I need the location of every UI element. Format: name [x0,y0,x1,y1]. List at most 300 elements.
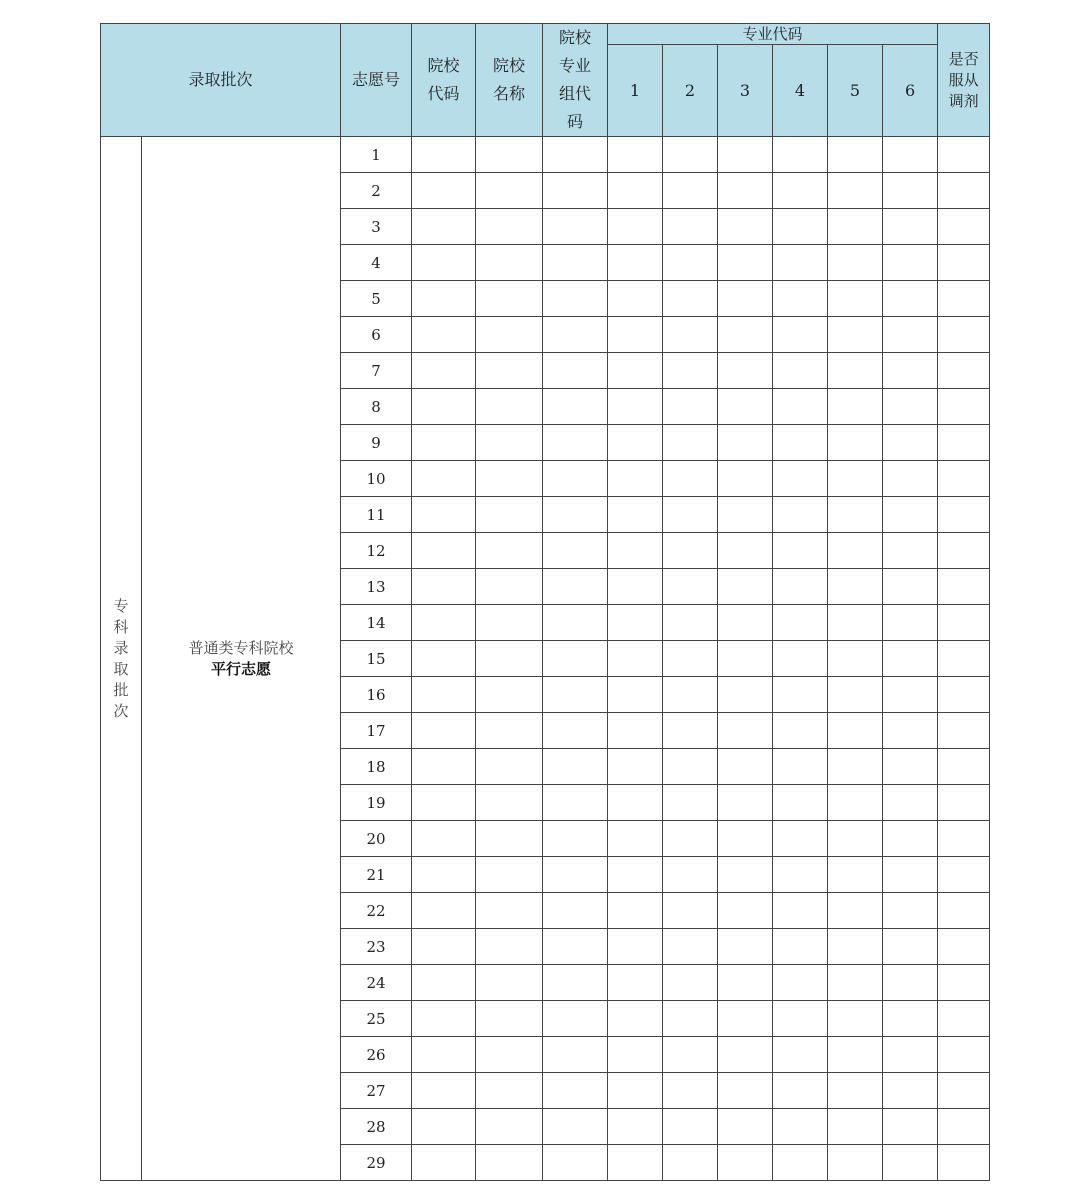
major-code-cell[interactable] [883,389,938,425]
school-name-cell[interactable] [476,533,543,569]
adjust-cell[interactable] [938,1001,990,1037]
major-code-cell[interactable] [663,497,718,533]
school-name-cell[interactable] [476,497,543,533]
major-code-cell[interactable] [828,209,883,245]
major-code-cell[interactable] [663,785,718,821]
major-code-cell[interactable] [828,677,883,713]
school-name-cell[interactable] [476,317,543,353]
adjust-cell[interactable] [938,209,990,245]
major-code-cell[interactable] [663,749,718,785]
school-name-cell[interactable] [476,893,543,929]
school-code-cell[interactable] [412,533,476,569]
major-code-cell[interactable] [663,281,718,317]
major-code-cell[interactable] [773,893,828,929]
major-code-cell[interactable] [828,893,883,929]
school-name-cell[interactable] [476,425,543,461]
adjust-cell[interactable] [938,353,990,389]
major-code-cell[interactable] [883,857,938,893]
major-code-cell[interactable] [718,677,773,713]
school-name-cell[interactable] [476,713,543,749]
major-code-cell[interactable] [883,929,938,965]
major-code-cell[interactable] [718,353,773,389]
major-code-cell[interactable] [608,353,663,389]
major-code-cell[interactable] [773,245,828,281]
adjust-cell[interactable] [938,425,990,461]
major-code-cell[interactable] [663,569,718,605]
major-code-cell[interactable] [718,497,773,533]
major-code-cell[interactable] [718,389,773,425]
major-code-cell[interactable] [773,353,828,389]
major-code-cell[interactable] [608,749,663,785]
major-code-cell[interactable] [773,749,828,785]
major-code-cell[interactable] [883,1037,938,1073]
major-code-cell[interactable] [773,569,828,605]
major-code-cell[interactable] [718,785,773,821]
adjust-cell[interactable] [938,245,990,281]
group-code-cell[interactable] [543,1001,608,1037]
group-code-cell[interactable] [543,425,608,461]
major-code-cell[interactable] [773,713,828,749]
group-code-cell[interactable] [543,281,608,317]
group-code-cell[interactable] [543,209,608,245]
major-code-cell[interactable] [883,1109,938,1145]
adjust-cell[interactable] [938,893,990,929]
major-code-cell[interactable] [828,1145,883,1181]
major-code-cell[interactable] [608,461,663,497]
major-code-cell[interactable] [828,137,883,173]
adjust-cell[interactable] [938,281,990,317]
major-code-cell[interactable] [828,857,883,893]
group-code-cell[interactable] [543,137,608,173]
major-code-cell[interactable] [608,965,663,1001]
major-code-cell[interactable] [883,965,938,1001]
major-code-cell[interactable] [883,497,938,533]
major-code-cell[interactable] [883,281,938,317]
major-code-cell[interactable] [773,1145,828,1181]
major-code-cell[interactable] [718,425,773,461]
major-code-cell[interactable] [718,641,773,677]
major-code-cell[interactable] [828,749,883,785]
group-code-cell[interactable] [543,929,608,965]
adjust-cell[interactable] [938,929,990,965]
school-code-cell[interactable] [412,353,476,389]
adjust-cell[interactable] [938,569,990,605]
major-code-cell[interactable] [663,245,718,281]
group-code-cell[interactable] [543,497,608,533]
major-code-cell[interactable] [718,173,773,209]
major-code-cell[interactable] [828,1037,883,1073]
group-code-cell[interactable] [543,569,608,605]
major-code-cell[interactable] [773,821,828,857]
major-code-cell[interactable] [883,605,938,641]
school-code-cell[interactable] [412,569,476,605]
school-name-cell[interactable] [476,1037,543,1073]
major-code-cell[interactable] [663,965,718,1001]
major-code-cell[interactable] [828,173,883,209]
major-code-cell[interactable] [828,1073,883,1109]
major-code-cell[interactable] [883,1145,938,1181]
major-code-cell[interactable] [663,533,718,569]
major-code-cell[interactable] [773,1001,828,1037]
major-code-cell[interactable] [773,317,828,353]
school-code-cell[interactable] [412,749,476,785]
major-code-cell[interactable] [663,389,718,425]
school-name-cell[interactable] [476,1145,543,1181]
major-code-cell[interactable] [663,425,718,461]
major-code-cell[interactable] [828,713,883,749]
group-code-cell[interactable] [543,821,608,857]
major-code-cell[interactable] [608,641,663,677]
school-name-cell[interactable] [476,461,543,497]
major-code-cell[interactable] [828,569,883,605]
group-code-cell[interactable] [543,893,608,929]
major-code-cell[interactable] [718,137,773,173]
major-code-cell[interactable] [773,1073,828,1109]
major-code-cell[interactable] [663,641,718,677]
school-code-cell[interactable] [412,821,476,857]
school-name-cell[interactable] [476,173,543,209]
major-code-cell[interactable] [663,605,718,641]
major-code-cell[interactable] [718,1109,773,1145]
major-code-cell[interactable] [883,785,938,821]
school-code-cell[interactable] [412,389,476,425]
adjust-cell[interactable] [938,1073,990,1109]
major-code-cell[interactable] [828,1109,883,1145]
major-code-cell[interactable] [883,173,938,209]
group-code-cell[interactable] [543,677,608,713]
school-name-cell[interactable] [476,677,543,713]
major-code-cell[interactable] [663,1073,718,1109]
school-code-cell[interactable] [412,1001,476,1037]
major-code-cell[interactable] [883,821,938,857]
major-code-cell[interactable] [663,821,718,857]
major-code-cell[interactable] [773,1037,828,1073]
table-row [101,137,990,173]
school-code-cell[interactable] [412,893,476,929]
major-code-cell[interactable] [718,461,773,497]
major-code-cell[interactable] [773,389,828,425]
group-code-cell[interactable] [543,641,608,677]
adjust-cell[interactable] [938,173,990,209]
major-code-cell[interactable] [773,605,828,641]
major-code-cell[interactable] [608,137,663,173]
school-code-cell[interactable] [412,317,476,353]
major-code-cell[interactable] [773,209,828,245]
major-code-cell[interactable] [718,749,773,785]
major-code-cell[interactable] [608,389,663,425]
choice-number: 17 [341,713,412,749]
major-code-cell[interactable] [663,1145,718,1181]
school-code-cell[interactable] [412,857,476,893]
major-code-cell[interactable] [883,209,938,245]
major-code-cell[interactable] [663,209,718,245]
major-code-cell[interactable] [718,1001,773,1037]
adjust-cell[interactable] [938,137,990,173]
group-code-cell[interactable] [543,785,608,821]
school-code-cell[interactable] [412,785,476,821]
major-code-cell[interactable] [718,245,773,281]
group-code-cell[interactable] [543,353,608,389]
choice-number: 3 [341,209,412,245]
school-code-cell[interactable] [412,1073,476,1109]
major-code-cell[interactable] [883,1001,938,1037]
adjust-cell[interactable] [938,497,990,533]
group-code-cell[interactable] [543,1145,608,1181]
major-code-cell[interactable] [608,281,663,317]
major-code-cell[interactable] [773,677,828,713]
school-name-cell[interactable] [476,353,543,389]
major-code-cell[interactable] [718,569,773,605]
group-code-cell[interactable] [543,857,608,893]
major-code-cell[interactable] [773,461,828,497]
major-code-cell[interactable] [828,389,883,425]
major-code-cell[interactable] [718,713,773,749]
major-code-cell[interactable] [773,137,828,173]
major-code-cell[interactable] [773,173,828,209]
major-code-cell[interactable] [773,497,828,533]
major-code-cell[interactable] [773,965,828,1001]
major-code-cell[interactable] [608,1001,663,1037]
adjust-cell[interactable] [938,749,990,785]
major-code-cell[interactable] [828,245,883,281]
major-code-cell[interactable] [773,785,828,821]
adjust-cell[interactable] [938,1037,990,1073]
group-code-cell[interactable] [543,461,608,497]
school-name-cell[interactable] [476,569,543,605]
header-major-slot: 6 [883,45,938,137]
major-code-cell[interactable] [828,785,883,821]
school-code-cell[interactable] [412,677,476,713]
major-code-cell[interactable] [773,857,828,893]
group-code-cell[interactable] [543,173,608,209]
group-code-cell[interactable] [543,317,608,353]
school-code-cell[interactable] [412,137,476,173]
school-name-cell[interactable] [476,749,543,785]
major-code-cell[interactable] [828,353,883,389]
major-code-cell[interactable] [828,641,883,677]
school-name-cell[interactable] [476,1109,543,1145]
school-code-cell[interactable] [412,173,476,209]
group-code-cell[interactable] [543,1073,608,1109]
major-code-cell[interactable] [608,1073,663,1109]
group-code-cell[interactable] [543,389,608,425]
major-code-cell[interactable] [663,1109,718,1145]
major-code-cell[interactable] [608,533,663,569]
major-code-cell[interactable] [718,965,773,1001]
major-code-cell[interactable] [718,605,773,641]
major-code-cell[interactable] [883,461,938,497]
major-code-cell[interactable] [828,533,883,569]
major-code-cell[interactable] [883,893,938,929]
adjust-cell[interactable] [938,461,990,497]
major-code-cell[interactable] [883,569,938,605]
major-code-cell[interactable] [828,1001,883,1037]
major-code-cell[interactable] [663,857,718,893]
school-name-cell[interactable] [476,209,543,245]
group-code-cell[interactable] [543,713,608,749]
adjust-cell[interactable] [938,641,990,677]
school-code-cell[interactable] [412,1145,476,1181]
major-code-cell[interactable] [608,857,663,893]
major-code-cell[interactable] [608,497,663,533]
major-code-cell[interactable] [608,245,663,281]
school-name-cell[interactable] [476,857,543,893]
group-code-cell[interactable] [543,1109,608,1145]
major-code-cell[interactable] [828,461,883,497]
major-code-cell[interactable] [883,245,938,281]
major-code-cell[interactable] [608,1109,663,1145]
major-code-cell[interactable] [773,281,828,317]
school-code-cell[interactable] [412,1109,476,1145]
adjust-cell[interactable] [938,389,990,425]
major-code-cell[interactable] [773,641,828,677]
school-code-cell[interactable] [412,425,476,461]
school-name-cell[interactable] [476,281,543,317]
major-code-cell[interactable] [608,209,663,245]
school-code-cell[interactable] [412,461,476,497]
major-code-cell[interactable] [773,425,828,461]
major-code-cell[interactable] [663,893,718,929]
group-code-cell[interactable] [543,605,608,641]
major-code-cell[interactable] [663,353,718,389]
major-code-cell[interactable] [718,1073,773,1109]
major-code-cell[interactable] [883,677,938,713]
major-code-cell[interactable] [883,533,938,569]
school-code-cell[interactable] [412,713,476,749]
school-code-cell[interactable] [412,1037,476,1073]
major-code-cell[interactable] [828,929,883,965]
major-code-cell[interactable] [608,677,663,713]
school-name-cell[interactable] [476,605,543,641]
school-code-cell[interactable] [412,965,476,1001]
major-code-cell[interactable] [828,605,883,641]
major-code-cell[interactable] [883,641,938,677]
major-code-cell[interactable] [883,137,938,173]
header-major-slot: 4 [773,45,828,137]
major-code-cell[interactable] [663,317,718,353]
major-code-cell[interactable] [608,785,663,821]
major-code-cell[interactable] [608,605,663,641]
school-name-cell[interactable] [476,1073,543,1109]
major-code-cell[interactable] [883,1073,938,1109]
school-name-cell[interactable] [476,965,543,1001]
major-code-cell[interactable] [883,425,938,461]
major-code-cell[interactable] [773,533,828,569]
major-code-cell[interactable] [718,1037,773,1073]
header-school-code: 院校 代码 [412,24,476,137]
group-code-cell[interactable] [543,965,608,1001]
school-code-cell[interactable] [412,245,476,281]
group-code-cell[interactable] [543,245,608,281]
major-code-cell[interactable] [608,713,663,749]
major-code-cell[interactable] [608,1037,663,1073]
adjust-cell[interactable] [938,1145,990,1181]
major-code-cell[interactable] [608,929,663,965]
major-code-cell[interactable] [718,893,773,929]
adjust-cell[interactable] [938,677,990,713]
major-code-cell[interactable] [663,929,718,965]
major-code-cell[interactable] [718,1145,773,1181]
major-code-cell[interactable] [663,137,718,173]
choice-number: 1 [341,137,412,173]
group-code-cell[interactable] [543,749,608,785]
school-code-cell[interactable] [412,209,476,245]
major-code-cell[interactable] [773,929,828,965]
group-code-cell[interactable] [543,533,608,569]
major-code-cell[interactable] [718,281,773,317]
major-code-cell[interactable] [828,317,883,353]
major-code-cell[interactable] [718,209,773,245]
major-code-cell[interactable] [828,821,883,857]
choice-number: 7 [341,353,412,389]
school-code-cell[interactable] [412,929,476,965]
major-code-cell[interactable] [718,317,773,353]
major-code-cell[interactable] [608,1145,663,1181]
major-code-cell[interactable] [608,425,663,461]
major-code-cell[interactable] [663,713,718,749]
header-group-code: 院校 专业 组代 码 [543,24,608,137]
choice-number: 22 [341,893,412,929]
school-code-cell[interactable] [412,605,476,641]
major-code-cell[interactable] [608,821,663,857]
adjust-cell[interactable] [938,533,990,569]
major-code-cell[interactable] [718,857,773,893]
school-name-cell[interactable] [476,389,543,425]
adjust-cell[interactable] [938,1109,990,1145]
school-name-cell[interactable] [476,137,543,173]
school-code-cell[interactable] [412,281,476,317]
major-code-cell[interactable] [828,965,883,1001]
adjust-cell[interactable] [938,785,990,821]
major-code-cell[interactable] [608,893,663,929]
group-code-cell[interactable] [543,1037,608,1073]
major-code-cell[interactable] [718,821,773,857]
major-code-cell[interactable] [663,461,718,497]
school-code-cell[interactable] [412,497,476,533]
adjust-cell[interactable] [938,965,990,1001]
school-name-cell[interactable] [476,929,543,965]
major-code-cell[interactable] [828,497,883,533]
school-name-cell[interactable] [476,785,543,821]
major-code-cell[interactable] [608,317,663,353]
major-code-cell[interactable] [718,533,773,569]
major-code-cell[interactable] [773,1109,828,1145]
major-code-cell[interactable] [883,353,938,389]
major-code-cell[interactable] [663,173,718,209]
school-name-cell[interactable] [476,245,543,281]
major-code-cell[interactable] [883,713,938,749]
major-code-cell[interactable] [663,1037,718,1073]
adjust-cell[interactable] [938,821,990,857]
major-code-cell[interactable] [828,425,883,461]
major-code-cell[interactable] [718,929,773,965]
major-code-cell[interactable] [883,749,938,785]
school-code-cell[interactable] [412,641,476,677]
adjust-cell[interactable] [938,605,990,641]
adjust-cell[interactable] [938,857,990,893]
school-name-cell[interactable] [476,821,543,857]
adjust-cell[interactable] [938,713,990,749]
major-code-cell[interactable] [828,281,883,317]
school-name-cell[interactable] [476,1001,543,1037]
school-name-cell[interactable] [476,641,543,677]
major-code-cell[interactable] [883,317,938,353]
major-code-cell[interactable] [663,677,718,713]
major-code-cell[interactable] [663,1001,718,1037]
major-code-cell[interactable] [608,569,663,605]
major-code-cell[interactable] [608,173,663,209]
adjust-cell[interactable] [938,317,990,353]
